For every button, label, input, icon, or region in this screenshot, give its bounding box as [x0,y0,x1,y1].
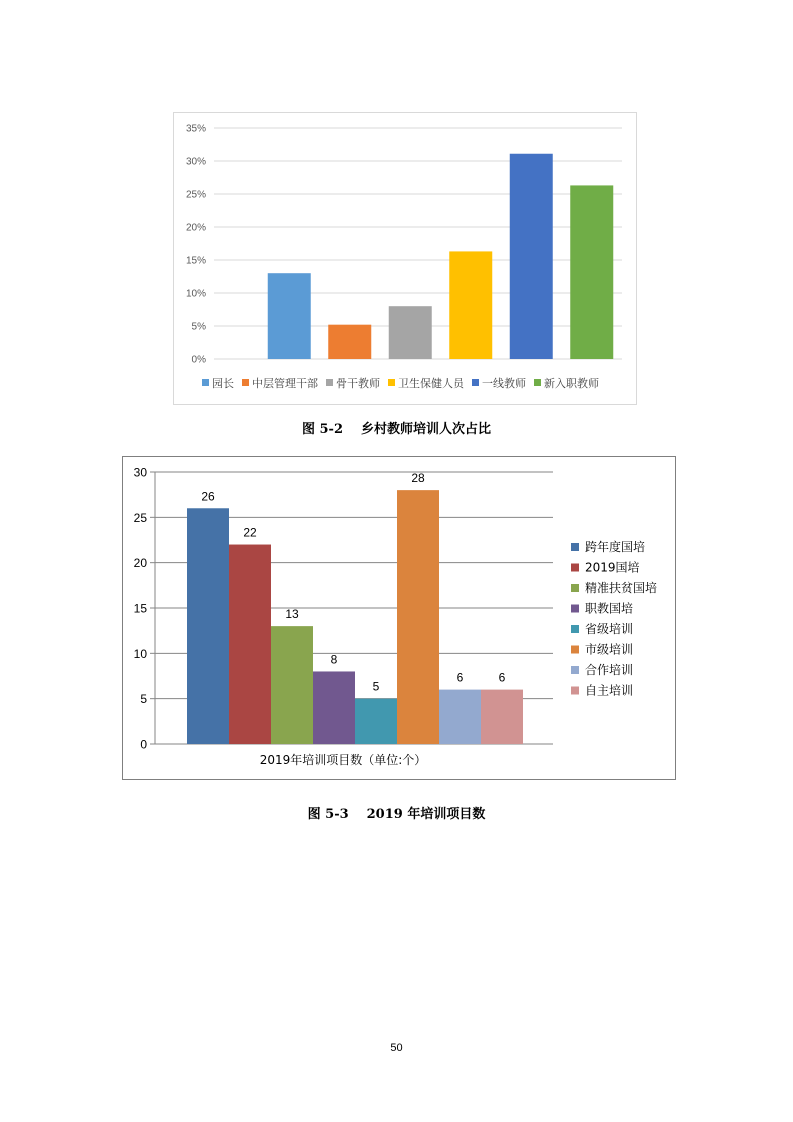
figure-title: 乡村教师培训人次占比 [361,422,492,437]
y-tick-label: 20% [185,222,206,234]
legend-label: 跨年度国培 [585,540,646,554]
bar [449,251,492,359]
y-tick-label: 5 [140,692,147,707]
x-axis-label: 2019年培训项目数（单位:个） [259,753,427,767]
legend-label: 一线教师 [482,377,526,390]
data-label: 28 [411,471,425,486]
y-tick-label: 20 [133,556,147,571]
legend-swatch [571,605,579,613]
y-tick-label: 5% [191,321,206,333]
bar [439,690,481,744]
page-number: 50 [390,1042,403,1054]
data-label: 8 [330,652,338,667]
legend-label: 2019国培 [585,560,640,575]
legend-swatch [571,625,579,633]
y-tick-label: 30% [185,156,206,168]
y-tick-label: 30 [133,465,147,480]
legend-swatch [202,379,209,386]
figure-number: 图 5-2 [301,422,343,437]
figure-title: 2019 年培训项目数 [366,807,486,822]
y-tick-label: 15% [185,255,206,267]
legend-swatch [571,543,579,551]
figure-caption-5-3 [0,803,793,822]
legend-swatch [534,379,541,386]
legend-label: 自主培训 [585,683,634,698]
chart-5-3-svg [123,457,677,781]
y-tick-label: 25% [185,189,206,201]
data-label: 5 [372,679,380,694]
figure-caption-5-2 [0,418,793,437]
legend-swatch [326,379,333,386]
data-label: 22 [243,525,257,540]
y-tick-label: 15 [133,601,147,616]
bar [355,699,397,744]
figure-number: 图 5-3 [307,807,349,822]
legend-label: 园长 [212,377,234,390]
y-tick-label: 10% [185,288,206,300]
legend-label: 新入职教师 [544,377,599,390]
chart-5-2-svg [174,113,638,406]
data-label: 26 [201,489,215,504]
legend-label: 骨干教师 [336,377,380,390]
legend-swatch [571,564,579,572]
legend-label: 精准扶贫国培 [585,581,658,595]
y-tick-label: 0% [191,354,206,366]
legend-swatch [571,646,579,654]
legend-label: 合作培训 [585,663,634,677]
legend-swatch [571,687,579,695]
legend-label: 市级培训 [585,642,634,657]
chart-5-2 [173,112,637,405]
legend-swatch [571,584,579,592]
legend-label: 职教国培 [585,601,634,616]
bar [271,626,313,744]
y-tick-label: 25 [133,510,147,525]
data-label: 13 [285,607,299,622]
legend-swatch [571,666,579,674]
legend-label: 省级培训 [585,622,634,636]
bar [187,508,229,744]
data-label: 6 [456,670,464,685]
y-tick-label: 0 [140,737,147,752]
chart-5-3 [122,456,676,780]
bar [328,325,371,359]
legend-swatch [242,379,249,386]
legend-swatch [472,379,479,386]
legend-label: 中层管理干部 [252,377,318,390]
legend-swatch [388,379,395,386]
data-label: 6 [498,670,506,685]
bar [229,545,271,744]
y-tick-label: 10 [133,646,147,661]
y-tick-label: 35% [185,123,206,135]
legend-label: 卫生保健人员 [398,377,464,390]
bar [313,671,355,744]
bar [510,154,553,359]
bar [570,185,613,359]
bar [268,273,311,359]
bar [389,306,432,359]
bar [397,490,439,744]
bar [481,690,523,744]
